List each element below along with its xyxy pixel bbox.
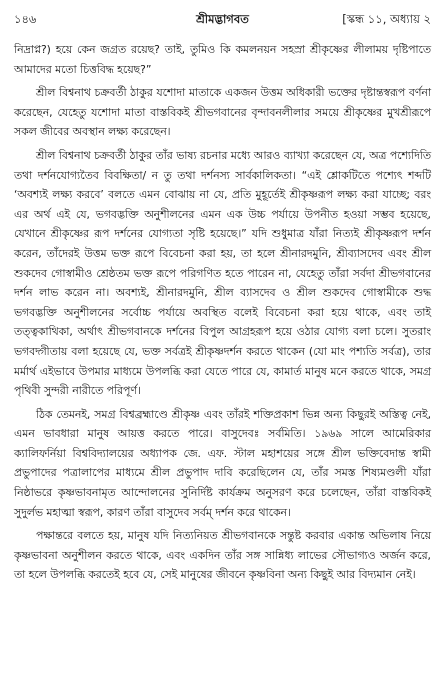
paragraph: শ্রীল বিশ্বনাথ চক্রবর্তী ঠাকুর তাঁর ভাষ্য রচনার মধ্যে আরও ব্যাখ্যা করেছেন যে, অত্র পশ্যেদিতি তথা দর্শনযোগ্যতৈব বিবক্ষিতা/ ন তু তথা দর্শনস্য সার্বকালিকতা। “এই শ্লোকটিতে পশ্যেৎ শব্দটি ‘অবশ্যই লক্ষ্য করবে’ বলতে এমন বোঝায় না যে, প্রতি মুহূর্তেই শ্রীকৃষ্ণরূপ লক্ষ্য করা যাচ্ছে; বরং এর অর্থ এই যে, ভগবদ্ভক্তি অনুশীলনের এমন এক উচ্চ পর্যায়ে উপনীত হওয়া সম্ভব হয়েছে, যেখানে শ্রীকৃষ্ণের রূপ দর্শনের যোগ্যতা সৃষ্টি হয়েছে।” যদি শুধুমাত্র যাঁরা নিত্যই শ্রীকৃষ্ণরূপ দর্শন করেন, তাঁদেরই উত্তম ভক্ত রূপে বিবেচনা করা হয়, তা হলে শ্রীনারদমুনি, শ্রীব্যাসদেব এবং শ্রীল শুকদেব গোস্বামীও শ্রেষ্ঠতম ভক্ত রূপে পরিগণিত হতে পারেন না, যেহেতু তাঁরা সর্বদা শ্রীভগবানের দর্শন লাভ করেন না। অবশ্যই, শ্রীনারদমুনি, শ্রীল ব্যাসদেব ও শ্রীল শুকদেব গোস্বামীকে শুদ্ধ ভগবদ্ভক্তি অনুশীলনের সর্বোচ্চ পর্যায়ে অবস্থিত বলেই বিবেচনা করা হয়ে থাকে, এবং তাই তত্ত্বকাথিকা, অর্থাৎ শ্রীভগবানকে দর্শনের বিপুল আগ্রহরূপ হয়ে ওঠার যোগ্য বলা চলে। সুতরাং ভগবদ্গীতায় বলা হয়েছে যে, ভক্ত সর্বত্রই শ্রীকৃষ্ণদর্শন করতে থাকেন (যো মাং পশ্যতি সর্বত্র), তার মর্মার্থ এইভাবে উপমার মাধ্যমে উপলব্ধি করা যেতে পারে যে, কামার্ত মানুষ মনে করতে থাকে, সমগ্র পৃথিবী সুন্দরী নারীতে পরিপূর্ণ। xyxy=(14,148,431,398)
paragraph: শ্রীল বিশ্বনাথ চক্রবর্তী ঠাকুর যশোদা মাতাকে একজন উত্তম অধিকারী ভক্তের দৃষ্টান্তস্বরূপ বর্ণনা করেছেন, যেহেতু যশোদা মাতা বাস্তবিকই শ্রীভগবানের বৃন্দাবনলীলার সময়ে শ্রীকৃষ্ণের মুখশ্রীরূপে সকল জীবের অবস্থান লক্ষ্য করেছেন। xyxy=(14,86,431,139)
chapter-reference: [স্কন্ধ ১১, অধ্যায় ২ xyxy=(342,12,431,26)
paragraph: পক্ষান্তরে বলতে হয়, মানুষ যদি নিত্যনিয়ত শ্রীভগবানকে সন্তুষ্ট করবার একান্ত অভিলাষ নিয়ে কৃষ্ণভাবনা অনুশীলন করতে থাকে, এবং একদিন তাঁর সঙ্গ সান্নিধ্য লাভের সৌভাগ্যও অর্জন করে, তা হলে উপলব্ধি করতেই হবে যে, সেই মানুষের জীবনে কৃষ্ণবিনা অন্য কিছুই আর বিদ্যমান নেই। xyxy=(14,529,431,582)
paragraph: নিদ্রাপ্ন?) হয়ে কেন জগ্রত রয়েছ? তাই, তুমিও কি কমলনয়ন সহস্রা শ্রীকৃষ্ণের লীলাময় দৃষ্টিপাতে আমাদের মতো চিত্তবিদ্ধ হয়েছ?” xyxy=(14,43,431,76)
page-header xyxy=(14,8,431,30)
page-number: ১৪৬ xyxy=(14,12,37,26)
page-body xyxy=(14,40,431,693)
paragraph: ঠিক তেমনই, সমগ্র বিশ্বব্রহ্মাণ্ডে শ্রীকৃষ্ণ এবং তাঁরই শক্তিপ্রকাশ ভিন্ন অন্য কিছুরই অস্তিত্ব নেই, এমন ভাবধারা মানুষ আয়ত্ত করতে পারে। বাসুদেবঃ সর্বমিতি। ১৯৬৯ সালে আমেরিকার ক্যালিফর্নিয়া বিশ্ববিদ্যালয়ের অধ্যাপক জে. এফ. স্টাল মহাশয়ের সঙ্গে শ্রীল ভক্তিবেদান্ত স্বামী প্রভুপাদের পত্রালাপের মাধ্যমে শ্রীল প্রভুপাদ দাবি করেছিলেন যে, তাঁর সমস্ত শিষ্যমণ্ডলী যাঁরা নিষ্ঠাভরে কৃষ্ণভাবনামৃত আন্দোলনের সুনির্দিষ্ট কার্যক্রম অনুসরণ করে চলেছেন, তাঁরা বাস্তবিকই সুদুর্লভ মহাত্মা স্বরূপ, কারণ তাঁরা বাসুদেব সর্বম্ দর্শন করে থাকেন। xyxy=(14,407,431,519)
book-title: শ্রীমদ্ভাগবত xyxy=(196,12,249,26)
